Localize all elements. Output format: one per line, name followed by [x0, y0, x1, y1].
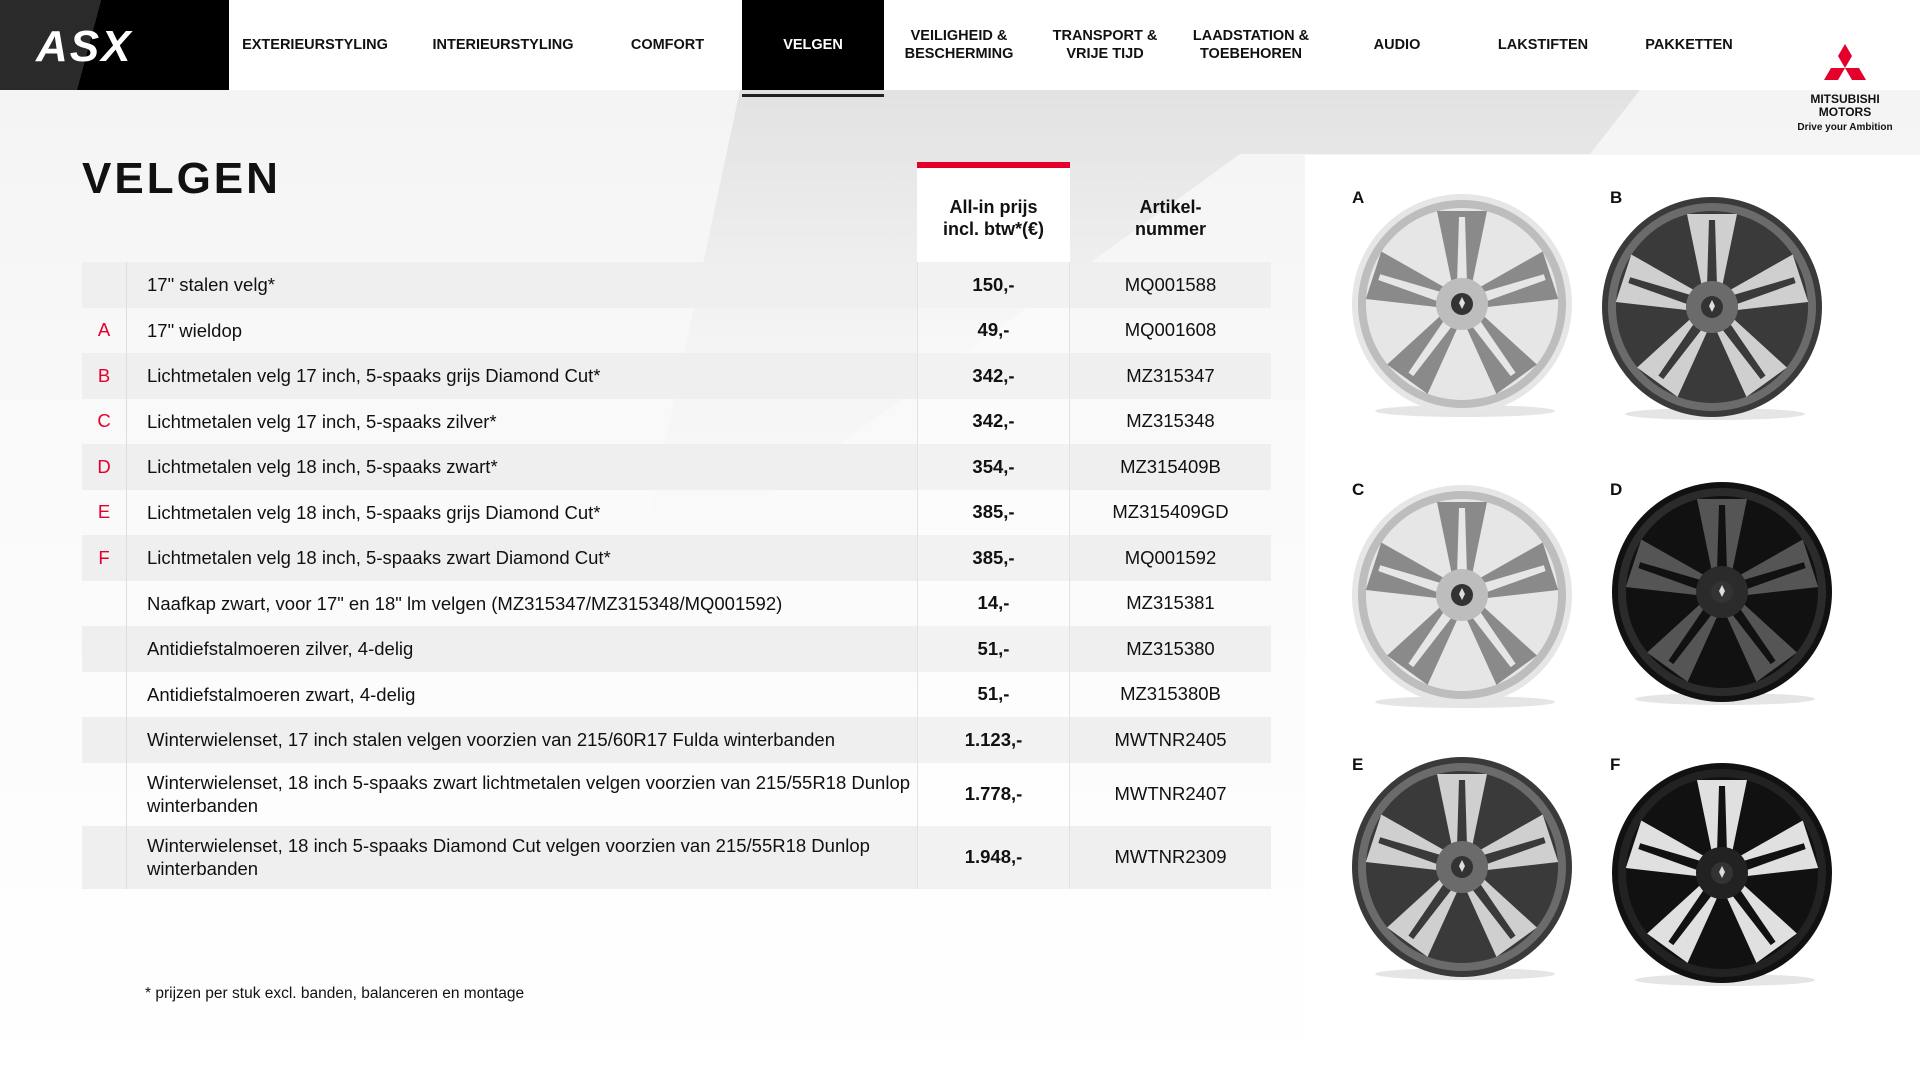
wheel-label: D: [1610, 480, 1623, 499]
tab-lakstiften[interactable]: LAKSTIFTEN: [1497, 37, 1589, 53]
wheel-image-c: [1347, 480, 1577, 710]
row-description: Winterwielenset, 17 inch stalen velgen voorzien van 215/60R17 Fulda winterbanden: [147, 729, 836, 751]
footnote: * prijzen per stuk excl. banden, balanceren en montage: [145, 985, 525, 1002]
wheel-image-d: [1607, 477, 1837, 707]
table-row: [82, 353, 1271, 399]
table-row: [82, 826, 1271, 889]
table-row: [82, 672, 1271, 718]
row-description: Winterwielenset, 18 inch 5-spaaks Diamond Cut velgen voorzien van 215/55R18 Dunlop winterbanden: [147, 835, 870, 879]
wheel-label: B: [1610, 188, 1623, 207]
row-article-number: MZ315347: [1126, 364, 1215, 386]
row-letter: [82, 672, 127, 718]
wheel-image-e: [1347, 752, 1577, 982]
row-price: 150,-: [917, 262, 1070, 308]
row-description: Lichtmetalen velg 17 inch, 5-spaaks zilver*: [147, 410, 497, 432]
row-description: 17" stalen velg*: [147, 274, 275, 296]
row-description: Lichtmetalen velg 18 inch, 5-spaaks zwart Diamond Cut*: [147, 547, 611, 569]
row-price: 385,-: [917, 490, 1070, 536]
row-letter: [82, 262, 127, 308]
row-letter: [82, 763, 127, 826]
page-title: VELGEN: [82, 154, 281, 203]
table-row: [82, 581, 1271, 627]
row-letter: B: [82, 353, 127, 399]
row-price: 1.123,-: [917, 717, 1070, 763]
row-description: Lichtmetalen velg 18 inch, 5-spaaks grijs Diamond Cut*: [147, 501, 601, 523]
row-article-number: MZ315381: [1126, 592, 1215, 614]
tab-audio[interactable]: AUDIO: [1373, 37, 1421, 53]
row-price: 342,-: [917, 353, 1070, 399]
row-letter: D: [82, 444, 127, 490]
row-article-number: MZ315380B: [1120, 683, 1221, 705]
row-letter: F: [82, 535, 127, 581]
price-table: [82, 262, 1271, 889]
row-article-number: MWTNR2309: [1114, 846, 1227, 867]
row-price: 354,-: [917, 444, 1070, 490]
article-column-header: Artikel- nummer: [1134, 197, 1206, 239]
row-article-number: MQ001588: [1124, 273, 1217, 295]
asx-logo[interactable]: ASX: [0, 0, 229, 90]
row-letter: [82, 581, 127, 627]
tab-pakketten[interactable]: PAKKETTEN: [1645, 37, 1733, 53]
table-row: [82, 717, 1271, 763]
row-letter: [82, 826, 127, 889]
row-description: Lichtmetalen velg 17 inch, 5-spaaks grijs Diamond Cut*: [147, 365, 601, 387]
row-price: 51,-: [917, 672, 1070, 718]
row-letter: E: [82, 490, 127, 536]
wheel-image-b: [1597, 192, 1827, 422]
row-price: 385,-: [917, 535, 1070, 581]
tab-laadstation[interactable]: LAADSTATION & TOEBEHOREN: [1192, 28, 1310, 62]
table-row: [82, 490, 1271, 536]
tab-comfort[interactable]: COMFORT: [630, 37, 705, 53]
row-article-number: MZ315409B: [1120, 455, 1221, 477]
tab-velgen[interactable]: VELGEN: [742, 0, 884, 90]
table-row: [82, 262, 1271, 308]
row-letter: C: [82, 399, 127, 445]
wheel-image-f: [1607, 758, 1837, 988]
table-row: [82, 763, 1271, 826]
row-price: 342,-: [917, 399, 1070, 445]
row-letter: A: [82, 308, 127, 354]
tab-interieurstyling[interactable]: INTERIEURSTYLING: [432, 37, 574, 53]
table-row: [82, 399, 1271, 445]
row-description: Winterwielenset, 18 inch 5-spaaks zwart lichtmetalen velgen voorzien van 215/55R18 Dunlop winterbanden: [147, 772, 911, 816]
wheel-label: F: [1610, 755, 1621, 774]
table-row: [82, 626, 1271, 672]
row-article-number: MZ315348: [1126, 410, 1215, 432]
row-article-number: MZ315380: [1126, 637, 1215, 659]
row-description: Antidiefstalmoeren zwart, 4-delig: [147, 683, 416, 705]
mitsubishi-diamonds-icon: [1823, 44, 1867, 88]
table-row: [82, 535, 1271, 581]
row-description: 17" wieldop: [147, 319, 243, 341]
row-price: 1.778,-: [917, 763, 1070, 826]
mitsubishi-logo: MITSUBISHI MOTORS Drive your Ambition: [1790, 44, 1900, 133]
top-nav: [0, 0, 1920, 90]
row-article-number: MQ001608: [1124, 319, 1217, 341]
wheel-image-a: [1347, 189, 1577, 419]
wheel-label: C: [1352, 480, 1365, 499]
row-letter: [82, 626, 127, 672]
row-article-number: MWTNR2405: [1114, 728, 1227, 750]
row-description: Antidiefstalmoeren zilver, 4-delig: [147, 638, 414, 660]
row-price: 14,-: [917, 581, 1070, 627]
row-article-number: MZ315409GD: [1112, 501, 1229, 523]
price-column-header: All-in prijs incl. btw*(€): [942, 197, 1044, 239]
row-description: Lichtmetalen velg 18 inch, 5-spaaks zwart*: [147, 456, 498, 478]
wheel-label: A: [1352, 188, 1365, 207]
row-price: 49,-: [917, 308, 1070, 354]
row-price: 1.948,-: [917, 826, 1070, 889]
tab-transport[interactable]: TRANSPORT & VRIJE TIJD: [1052, 28, 1158, 62]
row-price: 51,-: [917, 626, 1070, 672]
row-letter: [82, 717, 127, 763]
tab-exterieurstyling[interactable]: EXTERIEURSTYLING: [242, 37, 388, 53]
tab-veiligheid[interactable]: VEILIGHEID & BESCHERMING: [904, 28, 1014, 62]
table-row: [82, 308, 1271, 354]
wheel-label: E: [1352, 755, 1364, 774]
row-article-number: MQ001592: [1124, 546, 1217, 568]
row-description: Naafkap zwart, voor 17" en 18" lm velgen (MZ315347/MZ315348/MQ001592): [147, 592, 783, 614]
table-row: [82, 444, 1271, 490]
row-article-number: MWTNR2407: [1114, 783, 1227, 804]
